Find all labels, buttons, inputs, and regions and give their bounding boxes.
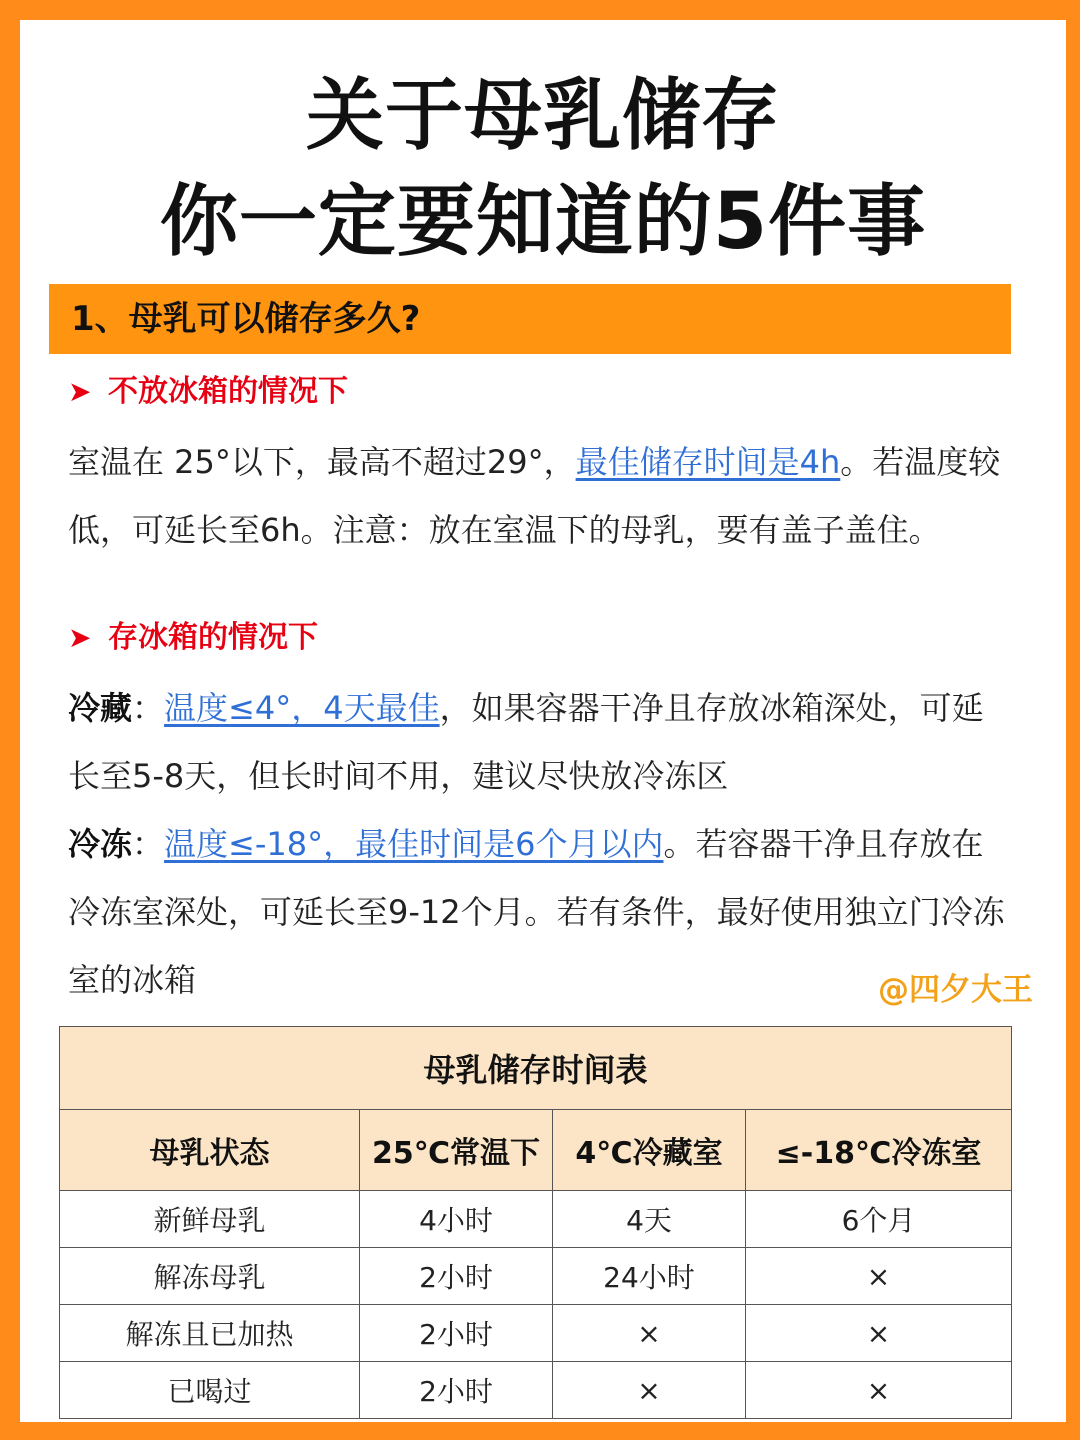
freeze-colon: ： xyxy=(132,825,165,863)
table-cell: 已喝过 xyxy=(60,1362,360,1419)
freeze-label: 冷冻 xyxy=(68,825,133,863)
table-cell: 4天 xyxy=(553,1191,746,1248)
table-row xyxy=(60,1248,1012,1305)
table-cell: 2小时 xyxy=(360,1305,553,1362)
table-title: 母乳储存时间表 xyxy=(60,1027,1012,1110)
table-cell: 2小时 xyxy=(360,1248,553,1305)
chill-text: ，如果容器干净且存放冰箱深处，可延长至5-8天，但长时间不用，建议尽快放冷冻区 xyxy=(68,689,984,795)
table-cell: 6个月 xyxy=(746,1191,1012,1248)
table-cell: × xyxy=(553,1362,746,1419)
subheading-fridge xyxy=(68,616,318,660)
table-cell: × xyxy=(746,1248,1012,1305)
table-row xyxy=(60,1191,1012,1248)
room-temp-text-b: 。若温度较低，可延长至6h。注意：放在室温下的母乳，要有盖子盖住。 xyxy=(68,443,1001,549)
author-watermark: @四夕大王 xyxy=(878,972,1033,1008)
section-heading-bar xyxy=(49,284,1011,354)
chill-highlight: 温度≤4°，4天最佳 xyxy=(164,689,440,727)
table-cell: 24小时 xyxy=(553,1248,746,1305)
table-cell: 2小时 xyxy=(360,1362,553,1419)
freeze-text: 。若容器干净且存放在冷冻室深处，可延长至9-12个月。若有条件，最好使用独立门冷冻室的冰箱 xyxy=(68,825,1005,999)
chill-label: 冷藏 xyxy=(68,689,133,727)
table-cell: × xyxy=(553,1305,746,1362)
arrow-icon: ➤ xyxy=(68,621,92,654)
table-header-cell: 4℃冷藏室 xyxy=(553,1110,746,1191)
table-cell: 新鲜母乳 xyxy=(60,1191,360,1248)
chill-colon: ： xyxy=(132,689,165,727)
page-title-line2: 你一定要知道的5件事 xyxy=(159,177,927,267)
paragraph-chill xyxy=(68,674,1013,810)
content-card xyxy=(20,20,1066,1422)
subheading-room-temp-text: 不放冰箱的情况下 xyxy=(108,374,348,409)
section-heading: 1、母乳可以储存多久? xyxy=(71,299,421,339)
table-row xyxy=(60,1362,1012,1419)
room-temp-text-a: 室温在 25°以下，最高不超过29°， xyxy=(68,443,576,481)
table-cell: × xyxy=(746,1305,1012,1362)
table-row xyxy=(60,1305,1012,1362)
table-header-cell: ≤-18℃冷冻室 xyxy=(746,1110,1012,1191)
paragraph-room-temp xyxy=(68,428,1013,564)
table-cell: 4小时 xyxy=(360,1191,553,1248)
freeze-highlight: 温度≤-18°，最佳时间是6个月以内 xyxy=(164,825,664,863)
table-header-cell: 25℃常温下 xyxy=(360,1110,553,1191)
table-cell: 解冻且已加热 xyxy=(60,1305,360,1362)
subheading-fridge-text: 存冰箱的情况下 xyxy=(108,620,318,655)
room-temp-highlight: 最佳储存时间是4h xyxy=(575,443,841,481)
arrow-icon: ➤ xyxy=(68,375,92,408)
table-cell: 解冻母乳 xyxy=(60,1248,360,1305)
paragraph-freeze xyxy=(68,810,1013,1014)
page-title-line1: 关于母乳储存 xyxy=(305,71,780,161)
subheading-room-temp xyxy=(68,370,348,414)
table-cell: × xyxy=(746,1362,1012,1419)
table-header-row xyxy=(60,1110,1012,1191)
storage-time-table xyxy=(59,1026,1012,1419)
table-header-cell: 母乳状态 xyxy=(60,1110,360,1191)
